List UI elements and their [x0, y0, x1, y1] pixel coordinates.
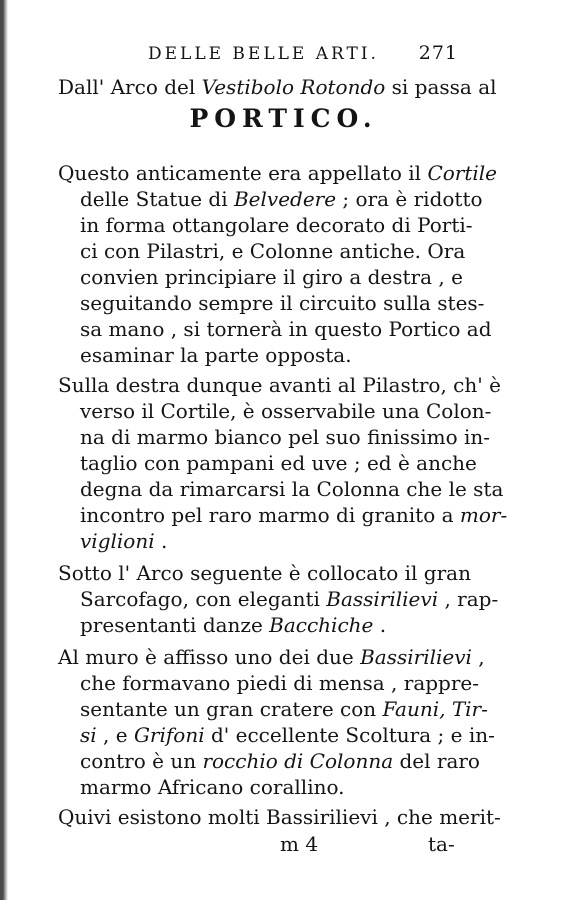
- line-text: delle Statue di: [80, 187, 234, 211]
- text-line: [80, 398, 491, 424]
- line-text: .: [373, 613, 387, 637]
- running-title: DELLE BELLE ARTI.: [148, 44, 379, 64]
- line-text: taglio con pampani ed uve ; ed è anche: [80, 451, 477, 475]
- line-text: sentante un gran cratere con: [80, 697, 383, 721]
- line-text: incontro pel raro marmo di granito a: [80, 503, 460, 527]
- line-text: ; ora è ridotto: [336, 187, 483, 211]
- text-line: [80, 316, 492, 342]
- line-text: seguitando sempre il circuito sulla stes-: [80, 291, 485, 315]
- text-line: [80, 774, 345, 800]
- line-text: sa mano , si tornerà in questo Portico ad: [80, 317, 492, 341]
- italic-text: Vestibolo Rotondo: [201, 75, 386, 99]
- italic-text: Cortile: [427, 161, 498, 185]
- italic-text: rocchio di Colonna: [202, 749, 394, 773]
- italic-text: mor-: [459, 503, 508, 527]
- text-line: [80, 722, 495, 748]
- text-line: [58, 160, 497, 186]
- section-heading: PORTICO.: [189, 104, 378, 133]
- line-text: , e: [96, 723, 134, 747]
- line-text: del raro: [393, 749, 480, 773]
- italic-text: Bacchiche: [269, 613, 374, 637]
- italic-text: Bassirilievi: [326, 587, 439, 611]
- text-line: [80, 696, 488, 722]
- line-text: Al muro è affisso uno dei due: [58, 645, 361, 669]
- text-line: [80, 424, 490, 450]
- line-text: , rap-: [438, 587, 499, 611]
- text-line: [58, 74, 497, 100]
- line-text: Sarcofago, con eleganti: [80, 587, 327, 611]
- italic-text: Grifoni: [133, 723, 205, 747]
- text-line: [58, 804, 501, 830]
- line-text: in forma ottangolare decorato di Porti-: [80, 213, 473, 237]
- text-line: [80, 528, 167, 554]
- binding-edge: [0, 0, 8, 900]
- italic-text: Fauni, Tir-: [382, 697, 488, 721]
- line-text: Questo anticamente era appellato il: [58, 161, 428, 185]
- text-line: [58, 372, 501, 398]
- line-text: si passa al: [385, 75, 497, 99]
- page-footer: [0, 832, 567, 862]
- line-text: verso il Cortile, è osservabile una Colon-: [80, 399, 492, 423]
- text-line: [80, 476, 503, 502]
- text-line: [80, 450, 477, 476]
- line-text: convien principiare il giro a destra , e: [80, 265, 463, 289]
- text-line: [58, 644, 485, 670]
- line-text: marmo Africano corallino.: [80, 775, 345, 799]
- line-text: Sulla destra dunque avanti al Pilastro, ch' è: [58, 373, 501, 397]
- page-number: 271: [418, 42, 458, 64]
- line-text: d' eccellente Scoltura ; e in-: [204, 723, 495, 747]
- line-text: Dall' Arco del: [58, 75, 202, 99]
- catchword: ta-: [428, 832, 455, 856]
- text-line: [80, 212, 473, 238]
- italic-text: Bassirilievi: [360, 645, 472, 669]
- signature-mark: m 4: [280, 832, 319, 856]
- line-text: che formavano piedi di mensa , rappre-: [80, 671, 480, 695]
- text-line: [80, 748, 480, 774]
- text-line: [80, 612, 386, 638]
- text-line: [80, 586, 498, 612]
- running-head: [148, 38, 458, 68]
- italic-text: viglioni: [80, 529, 155, 553]
- italic-text: si: [80, 723, 97, 747]
- text-line: [80, 264, 463, 290]
- line-text: presentanti danze: [80, 613, 270, 637]
- italic-text: Belvedere: [233, 187, 337, 211]
- line-text: na di marmo bianco pel suo finissimo in-: [80, 425, 491, 449]
- line-text: ci con Pilastri, e Colonne antiche. Ora: [80, 239, 466, 263]
- line-text: Sotto l' Arco seguente è collocato il gran: [58, 561, 471, 585]
- line-text: ,: [471, 645, 485, 669]
- text-line: [80, 342, 352, 368]
- line-text: contro è un: [80, 749, 203, 773]
- text-line: [58, 560, 471, 586]
- line-text: .: [154, 529, 168, 553]
- line-text: degna da rimarcarsi la Colonna che le sta: [80, 477, 504, 501]
- text-line: [80, 238, 465, 264]
- text-line: [80, 670, 479, 696]
- text-line: [80, 186, 483, 212]
- line-text: esaminar la parte opposta.: [80, 343, 352, 367]
- line-text: Quivi esistono molti Bassirilievi , che merit-: [58, 805, 501, 829]
- text-line: [80, 502, 507, 528]
- text-line: [80, 290, 484, 316]
